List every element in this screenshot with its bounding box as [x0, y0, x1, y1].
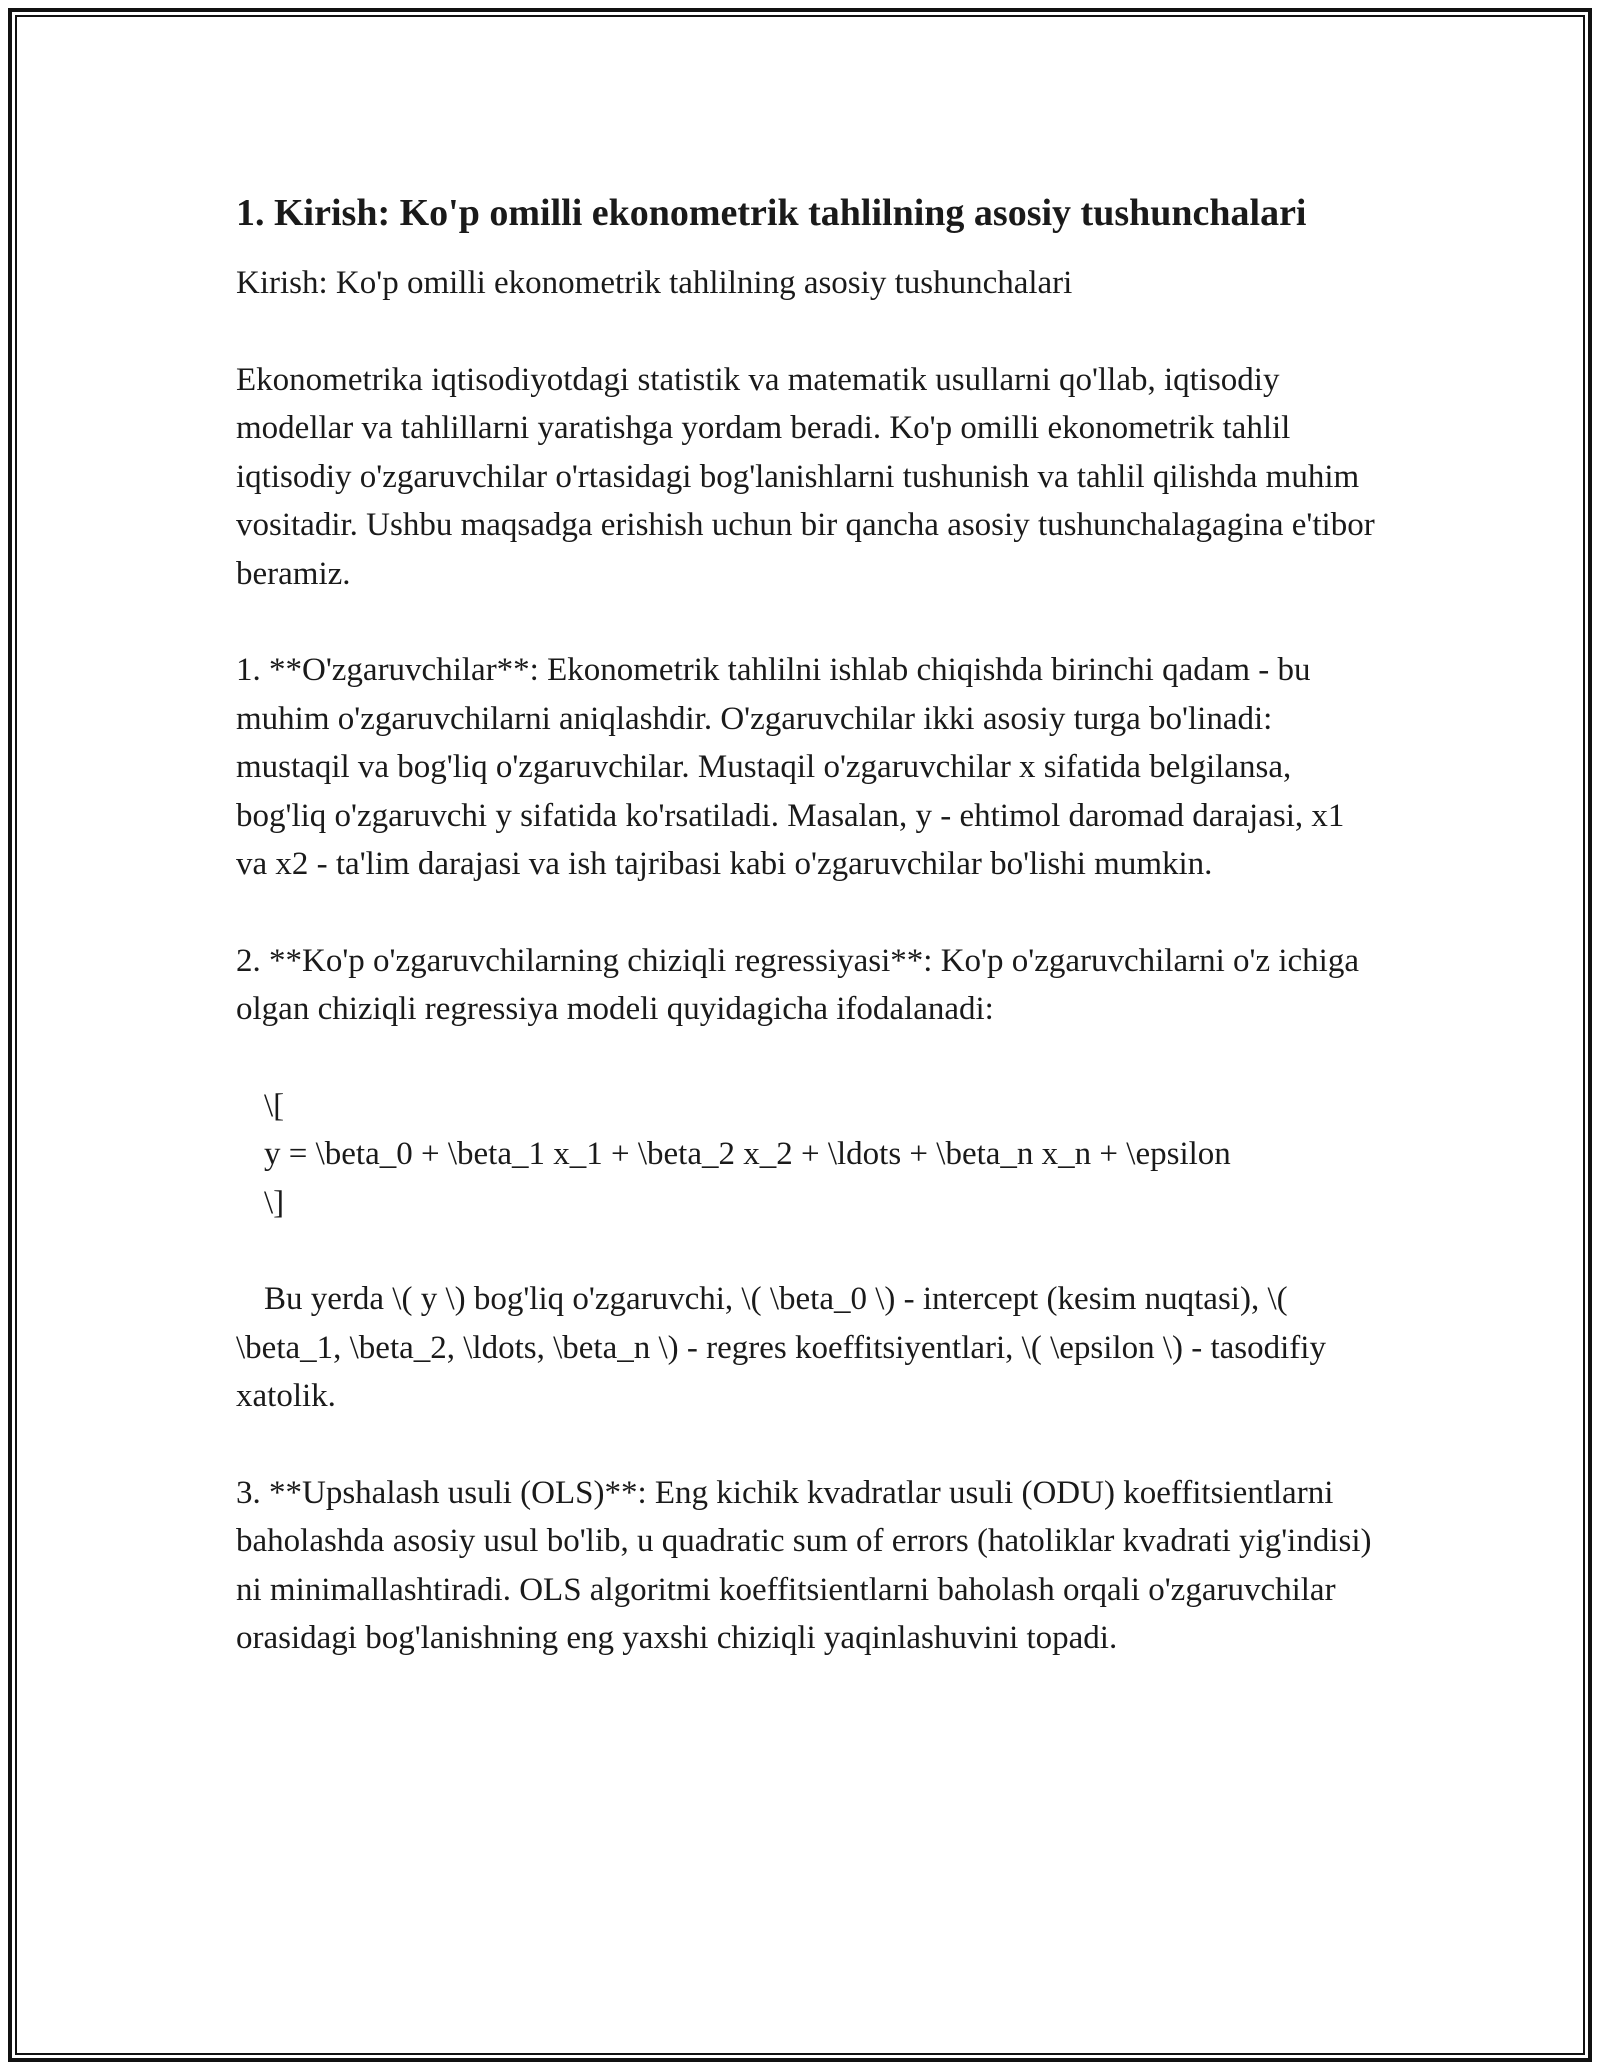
- formula-close-delimiter: \]: [264, 1184, 285, 1221]
- regression-formula: y = \beta_0 + \beta_1 x_1 + \beta_2 x_2 + \ldots + \beta_n x_n + \epsilon: [264, 1136, 1231, 1172]
- document-subtitle: Kirish: Ko'p omilli ekonometrik tahlilning asosiy tushunchalari: [236, 265, 1073, 301]
- item-variables: 1. **O'zgaruvchilar**: Ekonometrik tahlilni ishlab chiqishda birinchi qadam - bu muhim o'zgaruvchilarni aniqlashdir. O'zgaruvchilar ikki asosiy turga bo'linadi: mustaqil va bog'liq o'zgaruvchilar. Mustaqil o'zgaruvchilar x sifatida belgilansa, bog'liq o'zgaruvchi y sifatida ko'rsatiladi. Masalan, y - ehtimol daromad darajasi, x1 va x2 - ta'lim darajasi va ish tajribasi kabi o'zgaruvchilar bo'lishi mumkin.: [236, 652, 1345, 882]
- paragraph-spacer: [236, 889, 1376, 937]
- formula-block: [236, 1082, 1376, 1228]
- formula-open-delimiter: \[: [264, 1087, 285, 1124]
- paragraph-spacer: [236, 1421, 1376, 1469]
- paragraph-spacer: [236, 1227, 1376, 1275]
- paragraph-spacer: [236, 1034, 1376, 1082]
- paragraph-spacer: [236, 308, 1376, 356]
- document-title: 1. Kirish: Ko'p omilli ekonometrik tahlilning asosiy tushunchalari: [236, 192, 1307, 234]
- document-body: [236, 186, 1376, 1663]
- item-linear-regression: 2. **Ko'p o'zgaruvchilarning chiziqli regressiyasi**: Ko'p o'zgaruvchilarni o'z ichiga olgan chiziqli regressiya modeli quyidagicha ifodalanadi:: [236, 942, 1359, 1027]
- intro-paragraph: Ekonometrika iqtisodiyotdagi statistik va matematik usullarni qo'llab, iqtisodiy modellar va tahlillarni yaratishga yordam beradi. Ko'p omilli ekonometrik tahlil iqtisodiy o'zgaruvchilar o'rtasidagi bog'lanishlarni tushunish va tahlil qilishda muhim vositadir. Ushbu maqsadga erishish uchun bir qancha asosiy tushunchalagagina e'tibor beramiz.: [236, 361, 1375, 592]
- paragraph-spacer: [236, 598, 1376, 646]
- formula-explanation: Bu yerda \( y \) bog'liq o'zgaruvchi, \( \beta_0 \) - intercept (kesim nuqtasi), \( \beta_1, \beta_2, \ldots, \beta_n \) - regres koeffitsiyentlari, \( \epsilon \) - tasodifiy xatolik.: [236, 1281, 1326, 1414]
- item-ols: 3. **Upshalash usuli (OLS)**: Eng kichik kvadratlar usuli (ODU) koeffitsientlarni baholashda asosiy usul bo'lib, u quadratic sum of errors (hatoliklar kvadrati yig'indisi) ni minimallashtiradi. OLS algoritmi koeffitsientlarni baholash orqali o'zgaruvchilar orasidagi bog'lanishning eng yaxshi chiziqli yaqinlashuvini topadi.: [236, 1474, 1372, 1656]
